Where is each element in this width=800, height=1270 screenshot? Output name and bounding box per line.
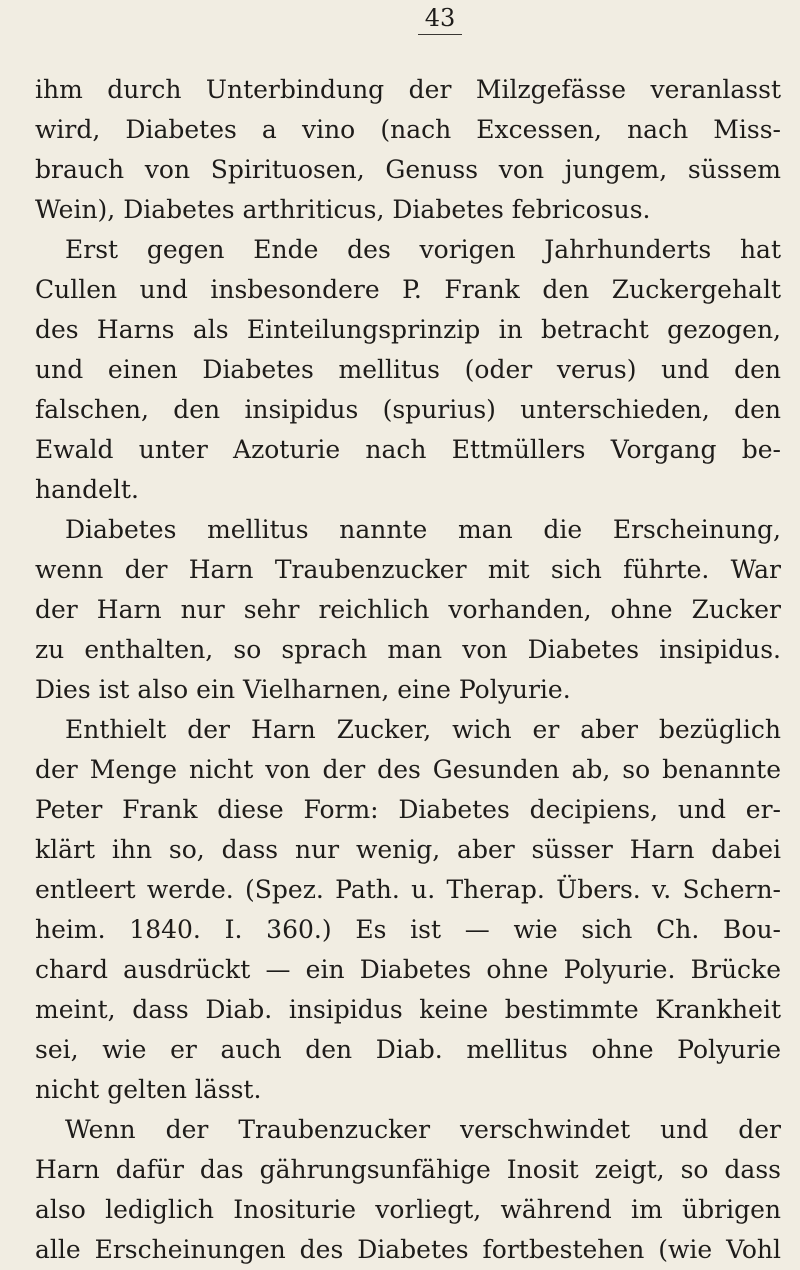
text-line: ihm durch Unterbindung der Milzgefässe veranlasst [35,75,781,104]
text-line: alle Erscheinungen des Diabetes fortbestehen (wie Vohl [35,1235,781,1264]
text-line: der Menge nicht von der des Gesunden ab, so benannte [35,755,781,784]
body-text [35,70,781,1270]
text-line: brauch von Spirituosen, Genuss von jungem, süssem [35,155,781,184]
paragraph-first-line: Erst gegen Ende des vorigen Jahrhunderts hat [65,235,781,264]
text-line: und einen Diabetes mellitus (oder verus) und den [35,355,781,384]
text-line: Dies ist also ein Vielharnen, eine Polyurie. [35,675,571,704]
text-line: wenn der Harn Traubenzucker mit sich führte. War [35,555,781,584]
paragraph-first-line: Diabetes mellitus nannte man die Erscheinung, [65,515,781,544]
text-line: sei, wie er auch den Diab. mellitus ohne Polyurie [35,1035,781,1064]
paragraph-first-line: Wenn der Traubenzucker verschwindet und der [65,1115,781,1144]
text-line: Peter Frank diese Form: Diabetes decipiens, und er- [35,795,781,824]
paragraph-first-line: Enthielt der Harn Zucker, wich er aber bezüglich [65,715,781,744]
text-line: falschen, den insipidus (spurius) unterschieden, den [35,395,781,424]
page-number: 43 [424,4,456,32]
text-line: Wein), Diabetes arthriticus, Diabetes febricosus. [35,195,651,224]
text-line: nicht gelten lässt. [35,1075,262,1104]
text-line: handelt. [35,475,139,504]
text-line: Ewald unter Azoturie nach Ettmüllers Vorgang be- [35,435,781,464]
text-line: der Harn nur sehr reichlich vorhanden, ohne Zucker [35,595,781,624]
page-number-rule [418,34,462,35]
text-line: entleert werde. (Spez. Path. u. Therap. Übers. v. Schern- [35,875,781,904]
text-line: klärt ihn so, dass nur wenig, aber süsser Harn dabei [35,835,781,864]
text-line: meint, dass Diab. insipidus keine bestimmte Krankheit [35,995,781,1024]
text-line: wird, Diabetes a vino (nach Excessen, nach Miss- [35,115,781,144]
text-line: zu enthalten, so sprach man von Diabetes insipidus. [35,635,781,664]
text-line: heim. 1840. I. 360.) Es ist — wie sich Ch. Bou- [35,915,781,944]
text-line: chard ausdrückt — ein Diabetes ohne Polyurie. Brücke [35,955,781,984]
text-line: des Harns als Einteilungsprinzip in betracht gezogen, [35,315,781,344]
text-line: Harn dafür das gährungsunfähige Inosit zeigt, so dass [35,1155,781,1184]
text-line: Cullen und insbesondere P. Frank den Zuckergehalt [35,275,781,304]
text-line: also lediglich Inositurie vorliegt, während im übrigen [35,1195,781,1224]
